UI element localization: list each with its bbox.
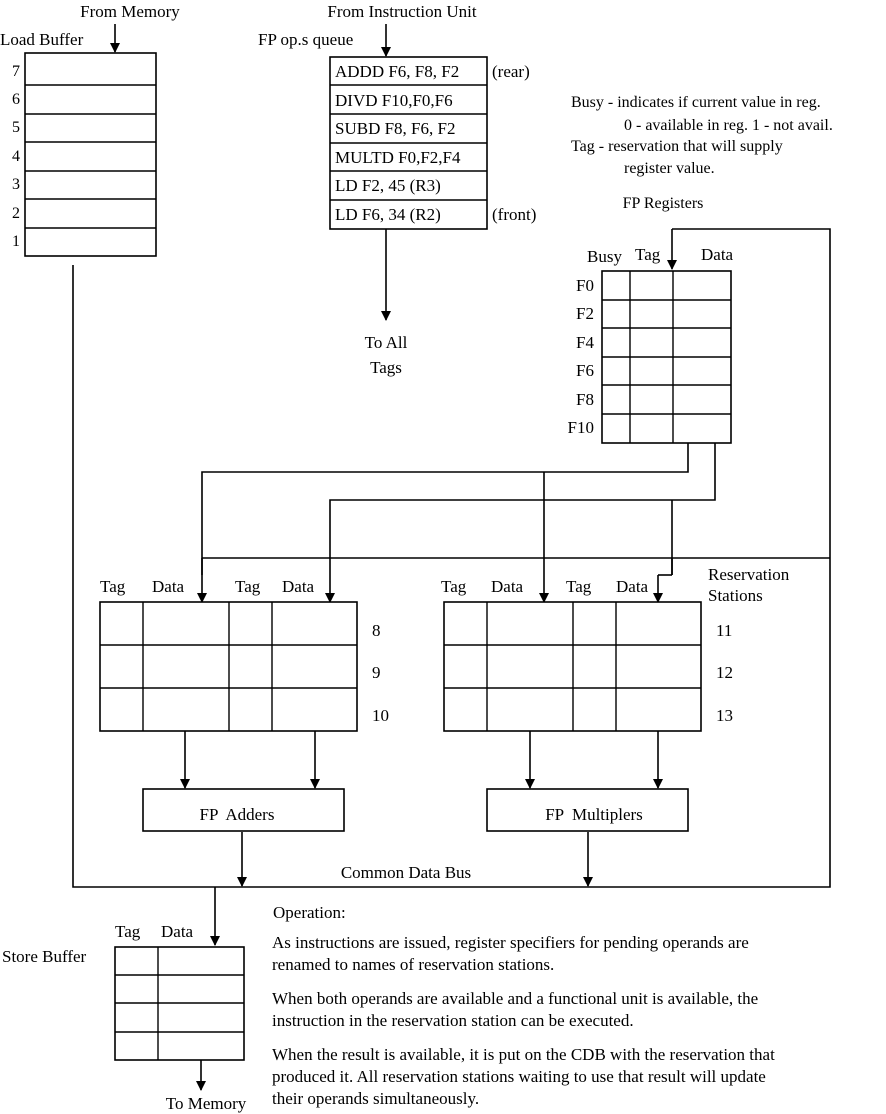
common-data-bus-label: Common Data Bus [340, 863, 472, 882]
operation-title: Operation: [273, 903, 346, 922]
to-all-tags-line1: To All [364, 333, 408, 352]
load-slot-7: 7 [12, 63, 20, 80]
station-id-10: 10 [372, 706, 389, 725]
load-slot-5: 5 [12, 119, 20, 136]
legend-busy-line1: Busy - indicates if current value in reg. [571, 94, 821, 111]
load-buffer [0, 2, 180, 256]
queue-entry-3: SUBD F8, F6, F2 [335, 119, 456, 138]
load-slot-2: 2 [12, 205, 20, 222]
multiplier-reservation-stations [441, 565, 790, 731]
register-header-busy: Busy [587, 247, 622, 266]
operation-p3-line1: When the result is available, it is put on the CDB with the reservation that [272, 1045, 775, 1064]
legend-busy-line2: 0 - available in reg. 1 - not avail. [624, 117, 833, 134]
station-id-9: 9 [372, 663, 381, 682]
legend-tag-line2: register value. [624, 160, 715, 177]
adder-header-data2: Data [282, 577, 315, 596]
store-buffer [2, 922, 247, 1113]
reservation-stations-title-2: Stations [708, 586, 763, 605]
from-instruction-unit-label: From Instruction Unit [327, 2, 477, 21]
store-header-tag: Tag [115, 922, 141, 941]
to-all-tags-line2: Tags [370, 358, 402, 377]
adder-header-tag1: Tag [100, 577, 126, 596]
reservation-stations-title-1: Reservation [708, 565, 790, 584]
load-slot-4: 4 [12, 148, 20, 165]
queue-label: FP op.s queue [258, 30, 354, 49]
register-label-f8: F8 [576, 390, 594, 409]
mult-header-tag2: Tag [566, 577, 592, 596]
load-slot-3: 3 [12, 176, 20, 193]
fp-registers [568, 195, 734, 443]
operation-p1-line1: As instructions are issued, register specifiers for pending operands are [272, 933, 749, 952]
register-label-f6: F6 [576, 361, 594, 380]
mult-header-data2: Data [616, 577, 649, 596]
station-id-8: 8 [372, 621, 381, 640]
fp-op-queue [258, 2, 536, 377]
fp-registers-title: FP Registers [622, 195, 704, 212]
mult-header-data1: Data [491, 577, 524, 596]
operation-p1-line2: renamed to names of reservation stations. [272, 955, 555, 974]
adder-header-data1: Data [152, 577, 185, 596]
station-id-12: 12 [716, 663, 733, 682]
register-label-f0: F0 [576, 276, 594, 295]
queue-entry-6: LD F6, 34 (R2) [335, 205, 441, 224]
register-label-f10: F10 [567, 418, 594, 437]
queue-entry-5: LD F2, 45 (R3) [335, 176, 441, 195]
operation-description [272, 903, 775, 1108]
fp-multipliers-label: FP Multiplers [545, 805, 643, 824]
functional-units [143, 789, 688, 882]
queue-rear-label: (rear) [492, 62, 530, 81]
from-memory-label: From Memory [80, 2, 180, 21]
operation-p3-line3: their operands simultaneously. [272, 1089, 480, 1108]
operation-p3-line2: produced it. All reservation stations waiting to use that result will update [272, 1067, 766, 1086]
adder-reservation-stations [100, 577, 389, 731]
register-header-tag: Tag [635, 245, 661, 264]
to-memory-label: To Memory [165, 1094, 247, 1113]
register-label-f2: F2 [576, 304, 594, 323]
load-slot-6: 6 [12, 91, 20, 108]
fp-adders-label: FP Adders [199, 805, 275, 824]
store-header-data: Data [161, 922, 194, 941]
adder-header-tag2: Tag [235, 577, 261, 596]
queue-entry-1: ADDD F6, F8, F2 [335, 62, 460, 81]
legend-tag-line1: Tag - reservation that will supply [571, 138, 783, 155]
queue-entry-2: DIVD F10,F0,F6 [335, 91, 453, 110]
operation-p2-line1: When both operands are available and a functional unit is available, the [272, 989, 759, 1008]
operation-p2-line2: instruction in the reservation station can be executed. [272, 1011, 634, 1030]
mult-header-tag1: Tag [441, 577, 467, 596]
station-id-13: 13 [716, 706, 733, 725]
register-label-f4: F4 [576, 333, 594, 352]
store-buffer-label: Store Buffer [2, 947, 87, 966]
queue-entry-4: MULTD F0,F2,F4 [335, 148, 461, 167]
load-slot-1: 1 [12, 233, 20, 250]
load-buffer-label: Load Buffer [0, 30, 84, 49]
legend [571, 94, 833, 177]
station-id-11: 11 [716, 621, 733, 640]
queue-front-label: (front) [492, 205, 537, 224]
register-header-data: Data [701, 245, 734, 264]
